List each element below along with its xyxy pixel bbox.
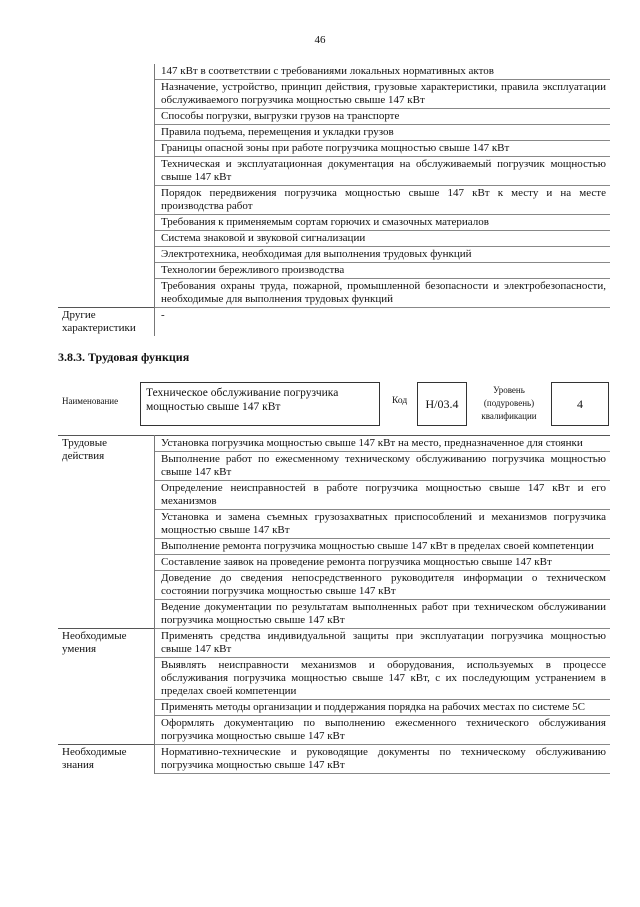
qualification-level-box: 4	[551, 382, 609, 426]
table-cell: Границы опасной зоны при работе погрузчика мощностью свыше 147 кВт	[155, 141, 611, 157]
table-cell: 147 кВт в соответствии с требованиями локальных нормативных актов	[155, 64, 611, 80]
table-cell: Выполнение ремонта погрузчика мощностью свыше 147 кВт в пределах своей компетенции	[155, 539, 611, 555]
table-cell: Применять методы организации и поддержания порядка на рабочих местах по системе 5С	[155, 700, 611, 716]
table-cell: Способы погрузки, выгрузки грузов на транспорте	[155, 109, 611, 125]
function-name-box: Техническое обслуживание погрузчика мощностью свыше 147 кВт	[140, 382, 380, 426]
section-title: 3.8.3. Трудовая функция	[58, 350, 190, 364]
table-cell: Технологии бережливого производства	[155, 263, 611, 279]
code-label: Код	[392, 396, 408, 406]
table-cell: Электротехника, необходимая для выполнения трудовых функций	[155, 247, 611, 263]
table-cell: Техническая и эксплуатационная документация на обслуживаемый погрузчик мощностью свыше 147 кВт	[155, 157, 611, 186]
name-label: Наименование	[62, 396, 119, 406]
table-cell: Установка и замена съемных грузозахватных приспособлений и механизмов погрузчика мощностью свыше 147 кВт	[155, 510, 611, 539]
other-characteristics-value: -	[155, 308, 611, 337]
labor-actions-label: Трудовые действия	[58, 436, 155, 629]
table-row	[58, 436, 610, 452]
table-row	[58, 629, 610, 658]
table-row	[58, 745, 610, 774]
table-cell: Ведение документации по результатам выполненных работ при техническом обслуживании погрузчика мощностью свыше 147 кВт	[155, 600, 611, 629]
table-cell: Доведение до сведения непосредственного руководителя информации о техническом состоянии погрузчика мощностью свыше 147 кВт	[155, 571, 611, 600]
table-cell: Установка погрузчика мощностью свыше 147 кВт на место, предназначенное для стоянки	[155, 436, 611, 452]
table-cell: Выявлять неисправности механизмов и оборудования, используемых в процессе обслуживания погрузчика мощностью свыше 147 кВт, с их последующим устранением в пределах своей компетенции	[155, 658, 611, 700]
table-cell: Требования охраны труда, пожарной, промышленной безопасности и электробезопасности, необходимые для выполнения трудовых функций	[155, 279, 611, 308]
table-cell: Выполнение работ по ежесменному техническому обслуживанию погрузчика мощностью свыше 147 кВт	[155, 452, 611, 481]
labor-function-table	[58, 435, 610, 774]
table-row	[58, 308, 610, 337]
table-cell: Правила подъема, перемещения и укладки грузов	[155, 125, 611, 141]
table-cell: Определение неисправностей в работе погрузчика мощностью свыше 147 кВт и его механизмов	[155, 481, 611, 510]
other-characteristics-label: Другие характеристики	[58, 308, 155, 337]
table-cell: Применять средства индивидуальной защиты при эксплуатации погрузчика мощностью свыше 147 кВт	[155, 629, 611, 658]
table-cell: Составление заявок на проведение ремонта погрузчика мощностью свыше 147 кВт	[155, 555, 611, 571]
skills-label: Необходимые умения	[58, 629, 155, 745]
table-cell: Порядок передвижения погрузчика мощностью свыше 147 кВт к месту и на месте производства работ	[155, 186, 611, 215]
continuation-table	[58, 64, 610, 336]
table-cell: Назначение, устройство, принцип действия, грузовые характеристики, правила эксплуатации обслуживаемого погрузчика мощностью свыше 147 кВт	[155, 80, 611, 109]
qualification-level-label: Уровень (подуровень) квалификации	[481, 385, 537, 421]
table-row	[58, 64, 610, 80]
page-number: 46	[314, 34, 326, 46]
knowledge-label: Необходимые знания	[58, 745, 155, 774]
table-cell: Система знаковой и звуковой сигнализации	[155, 231, 611, 247]
table-cell: Нормативно-технические и руководящие документы по техническому обслуживанию погрузчика мощностью свыше 147 кВт	[155, 745, 611, 774]
table-cell: Оформлять документацию по выполнению ежесменного технического обслуживания погрузчика мощностью свыше 147 кВт	[155, 716, 611, 745]
table-cell: Требования к применяемым сортам горючих и смазочных материалов	[155, 215, 611, 231]
knowledge-label-continued	[58, 64, 155, 308]
code-value-box: H/03.4	[417, 382, 467, 426]
